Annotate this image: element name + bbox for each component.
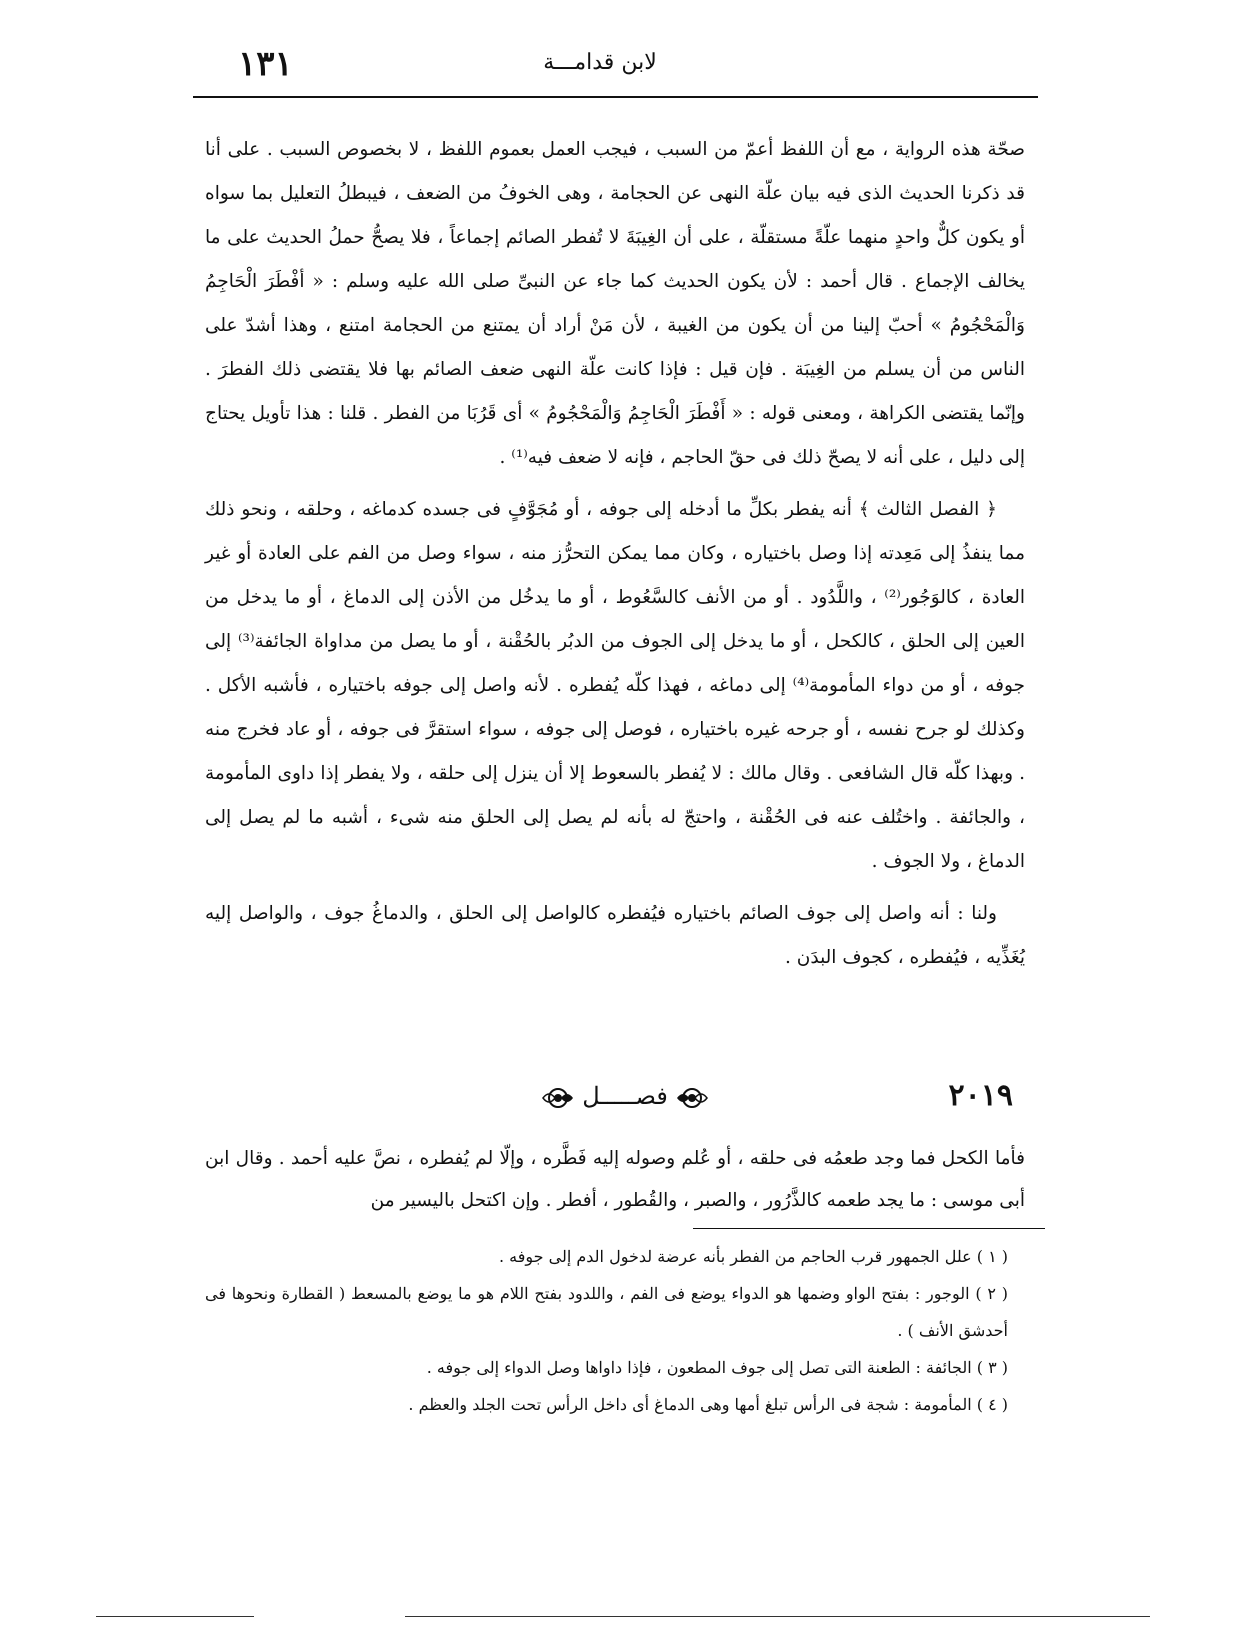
header-rule <box>193 96 1038 98</box>
main-text <box>205 128 1025 980</box>
footnote-rule <box>693 1228 1045 1229</box>
section-title-wrap <box>505 1082 745 1110</box>
paragraph: فأما الكحل فما وجد طعمُه فى حلقه ، أو عُلم وصوله إليه فَطَّره ، وإلّا لم يُفطره ، نصَّ عليه أحمد . وقال ابن أبى موسى : ما يجد طعمه كالذَّرُور ، والصبر ، والقُطور ، أفطر . وإن اكتحل باليسير من <box>205 1148 1025 1211</box>
paragraph: ﴿ الفصل الثالث ﴾ أنه يفطر بكلِّ ما أدخله إلى جوفه ، أو مُجَوَّفٍ فى جسده كدماغه ، وحلقه ، ونحو ذلك مما ينفذُ إلى مَعِدته إذا وصل باختياره ، وكان مما يمكن التحرُّز منه ، سواء وصل من الفم على العادة أو غير العادة ، كالوَجُور⁽²⁾ ، واللَّدُود . أو من الأنف كالسَّعُوط ، أو ما يدخُل من الأذن إلى الدماغ ، أو ما يدخل من العين إلى الحلق ، كالكحل ، أو ما يدخل إلى الجوف من الدبُر بالحُقْنة ، أو ما يصل من مداواة الجائفة⁽³⁾ إلى جوفه ، أو من دواء المأمومة⁽⁴⁾ إلى دماغه ، فهذا كلّه يُفطره . لأنه واصل إلى جوفه باختياره ، فأشبه الأكل . وكذلك لو جرح نفسه ، أو جرحه غيره باختياره ، فوصل إلى جوفه ، سواء استقرَّ فى جوفه ، أو عاد فخرج منه . وبهذا كلّه قال الشافعى . وقال مالك : لا يُفطر بالسعوط إلا أن ينزل إلى حلقه ، ولا يفطر إذا داوى المأمومة ، والجائفة . واختُلف عنه فى الحُقْنة ، واحتجّ له بأنه لم يصل إلى الحلق منه شىء ، أشبه ما لم يصل إلى الدماغ ، ولا الجوف . <box>205 499 1025 872</box>
section-title: فصـــــل <box>582 1082 668 1110</box>
page-number: ١٣١ <box>238 44 293 84</box>
footnote: ( ٢ ) الوجور : بفتح الواو وضمها هو الدواء يوضع فى الفم ، واللدود بفتح اللام هو ما يوضع بالمسعط ( القطارة ونحوها فى أحدشق الأنف ) . <box>205 1284 1008 1340</box>
running-head: لابن قدامـــة <box>543 50 657 75</box>
ornament-left-icon <box>541 1086 575 1110</box>
footnote: ( ٤ ) المأمومة : شجة فى الرأس تبلغ أمها وهى الدماغ أى داخل الرأس تحت الجلد والعظم . <box>408 1395 1008 1414</box>
ornament-right-icon <box>675 1086 709 1110</box>
section-number: ٢٠١٩ <box>948 1078 1013 1113</box>
section-heading <box>205 1078 1025 1128</box>
bottom-rule-left <box>96 1616 254 1617</box>
paragraph: ولنا : أنه واصل إلى جوف الصائم باختياره فيُفطره كالواصل إلى الحلق ، والدماغُ جوف ، والواصل إليه يُغَذِّيه ، فيُفطره ، كجوف البدَن . <box>205 903 1025 968</box>
footnote: ( ١ ) علل الجمهور قرب الحاجم من الفطر بأنه عرضة لدخول الدم إلى جوفه . <box>498 1247 1008 1266</box>
paragraph: صحّة هذه الرواية ، مع أن اللفظ أعمّ من السبب ، فيجب العمل بعموم اللفظ ، لا بخصوص السبب . على أنا قد ذكرنا الحديث الذى فيه بيان علّة النهى عن الحجامة ، وهى الخوفُ من الضعف ، فيبطلُ التعليل بما سواه أو يكون كلٌّ واحدٍ منهما علّةً مستقلّة ، على أن الغِيبَةَ لا تُفطر الصائم إجماعاً ، فلا يصحُّ حملُ الحديث على ما يخالف الإجماع . قال أحمد : لأن يكون الحديث كما جاء عن النبىِّ صلى الله عليه وسلم : « أفْطَرَ الْحَاجِمُ وَالْمَحْجُومُ » أحبّ إلينا من أن يكون من الغيبة ، لأن مَنْ أراد أن يمتنع من الحجامة امتنع ، وهذا أشدّ على الناس من أن يسلم من الغِيبَة . فإن قيل : فإذا كانت علّة النهى ضعف الصائم بها فلا يقتضى ذلك الفطرَ . وإنّما يقتضى الكراهة ، ومعنى قوله : « أَفْطَرَ الْحَاجِمُ وَالْمَحْجُومُ » أى قَرُبَا من الفطر . قلنا : هذا تأويل يحتاج إلى دليل ، على أنه لا يصحّ ذلك فى حقّ الحاجم ، فإنه لا ضعف فيه⁽¹⁾ . <box>205 139 1025 468</box>
footnote: ( ٣ ) الجائفة : الطعنة التى تصل إلى جوف المطعون ، فإذا داواها وصل الدواء إلى جوفه . <box>426 1358 1008 1377</box>
bottom-rule-right <box>405 1616 1150 1617</box>
section-text <box>205 1138 1025 1222</box>
footnotes <box>205 1238 1020 1423</box>
